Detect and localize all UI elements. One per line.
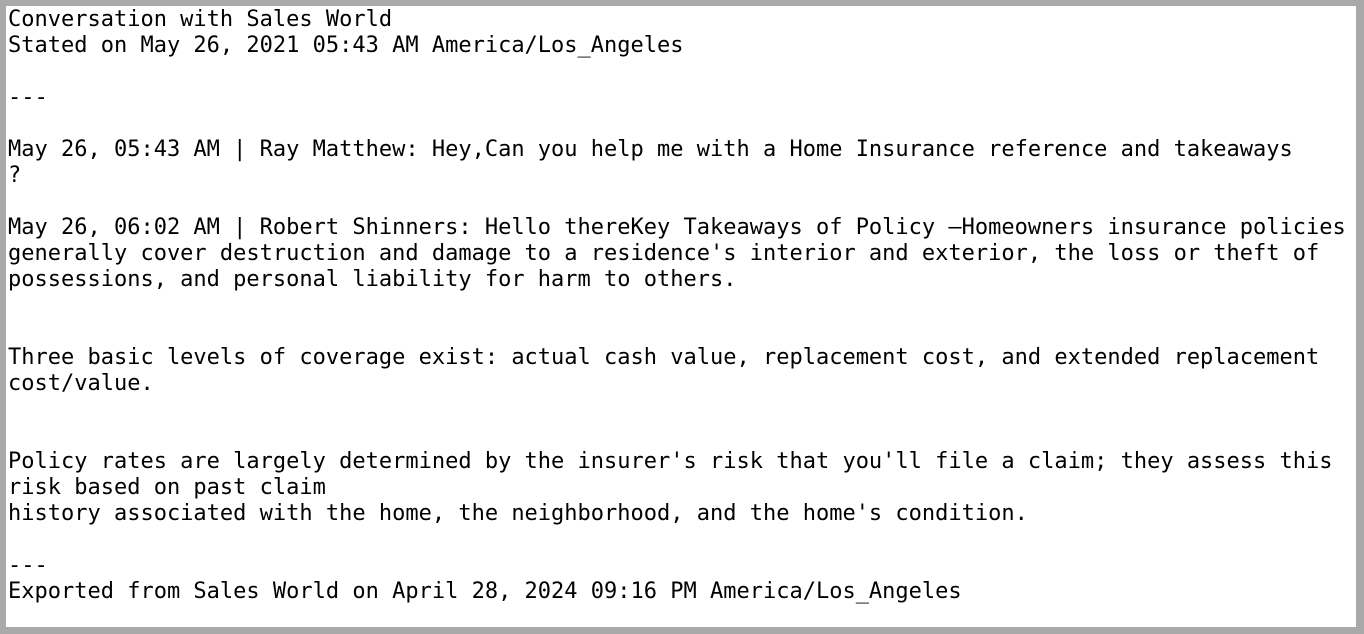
blank-line bbox=[8, 527, 1346, 553]
blank-line bbox=[8, 319, 1346, 345]
message-line: May 26, 05:43 AM | Ray Matthew: Hey,Can you help me with a Home Insurance reference and takeaways bbox=[8, 137, 1293, 162]
message-line: risk based on past claim bbox=[8, 475, 326, 500]
export-info: Exported from Sales World on April 28, 2024 09:16 PM America/Los_Angeles bbox=[8, 579, 962, 604]
conversation-title: Conversation with Sales World bbox=[8, 7, 393, 32]
separator: --- bbox=[8, 553, 48, 578]
blank-line bbox=[8, 111, 1346, 137]
blank-line bbox=[8, 189, 1346, 215]
message-line: Three basic levels of coverage exist: actual cash value, replacement cost, and extended replacement bbox=[8, 345, 1320, 370]
document-page bbox=[6, 6, 1356, 627]
start-timestamp: Stated on May 26, 2021 05:43 AM America/Los_Angeles bbox=[8, 33, 684, 58]
message-line: possessions, and personal liability for harm to others. bbox=[8, 267, 737, 292]
message-line: Policy rates are largely determined by the insurer's risk that you'll file a claim; they assess this bbox=[8, 449, 1333, 474]
separator: --- bbox=[8, 85, 48, 110]
blank-line bbox=[8, 293, 1346, 319]
message-line: cost/value. bbox=[8, 371, 154, 396]
blank-line bbox=[8, 397, 1346, 423]
message-line: history associated with the home, the neighborhood, and the home's condition. bbox=[8, 501, 1028, 526]
blank-line bbox=[8, 423, 1346, 449]
message-line: ? bbox=[8, 163, 22, 188]
message-line: generally cover destruction and damage to a residence's interior and exterior, the loss or theft of bbox=[8, 241, 1320, 266]
blank-line bbox=[8, 59, 1346, 85]
transcript-text bbox=[8, 7, 1346, 605]
message-line: May 26, 06:02 AM | Robert Shinners: Hello thereKey Takeaways of Policy –Homeowners insurance policies bbox=[8, 215, 1346, 240]
